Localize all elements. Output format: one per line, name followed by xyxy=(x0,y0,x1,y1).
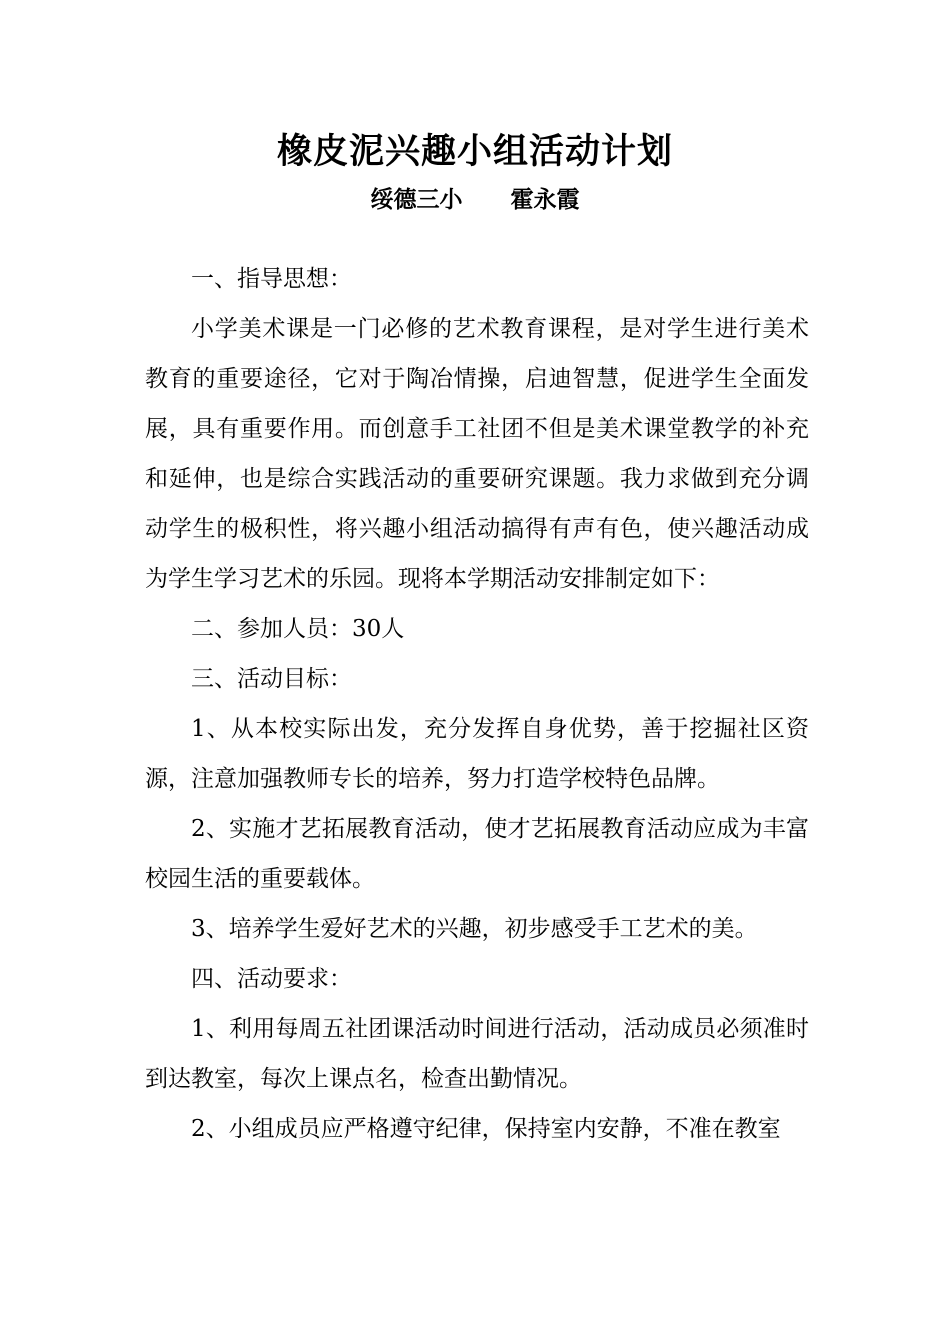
section-heading-participants: 二、参加人员：30人 xyxy=(191,616,405,642)
paragraph-requirement-2: 2、小组成员应严格遵守纪律，保持室内安静，不准在教室 xyxy=(191,1116,781,1142)
section-heading-guiding-thought: 一、指导思想： xyxy=(191,266,352,292)
section-heading-requirements: 四、活动要求： xyxy=(191,966,352,992)
document-title: 橡皮泥兴趣小组活动计划 xyxy=(276,131,673,172)
paragraph-goal-3: 3、培养学生爱好艺术的兴趣，初步感受手工艺术的美。 xyxy=(191,916,758,942)
paragraph-requirement-1: 1、利用每周五社团课活动时间进行活动，活动成员必须准时到达教室，每次上课点名，检查出勤情况。 xyxy=(145,1016,809,1092)
document-subtitle: 绥德三小 霍永霞 xyxy=(370,186,580,213)
paragraph-goal-1: 1、从本校实际出发，充分发挥自身优势，善于挖掘社区资源，注意加强教师专长的培养，努力打造学校特色品牌。 xyxy=(145,716,809,792)
paragraph-guiding-thought: 小学美术课是一门必修的艺术教育课程，是对学生进行美术教育的重要途径，它对于陶冶情操，启迪智慧，促进学生全面发展，具有重要作用。而创意手工社团不但是美术课堂教学的补充和延伸，也是综合实践活动的重要研究课题。我力求做到充分调动学生的极积性，将兴趣小组活动搞得有声有色，使兴趣活动成为学生学习艺术的乐园。现将本学期活动安排制定如下： xyxy=(145,316,809,592)
section-heading-goals: 三、活动目标： xyxy=(191,666,352,692)
paragraph-goal-2: 2、实施才艺拓展教育活动，使才艺拓展教育活动应成为丰富校园生活的重要载体。 xyxy=(145,816,809,892)
document-body xyxy=(145,254,809,1154)
